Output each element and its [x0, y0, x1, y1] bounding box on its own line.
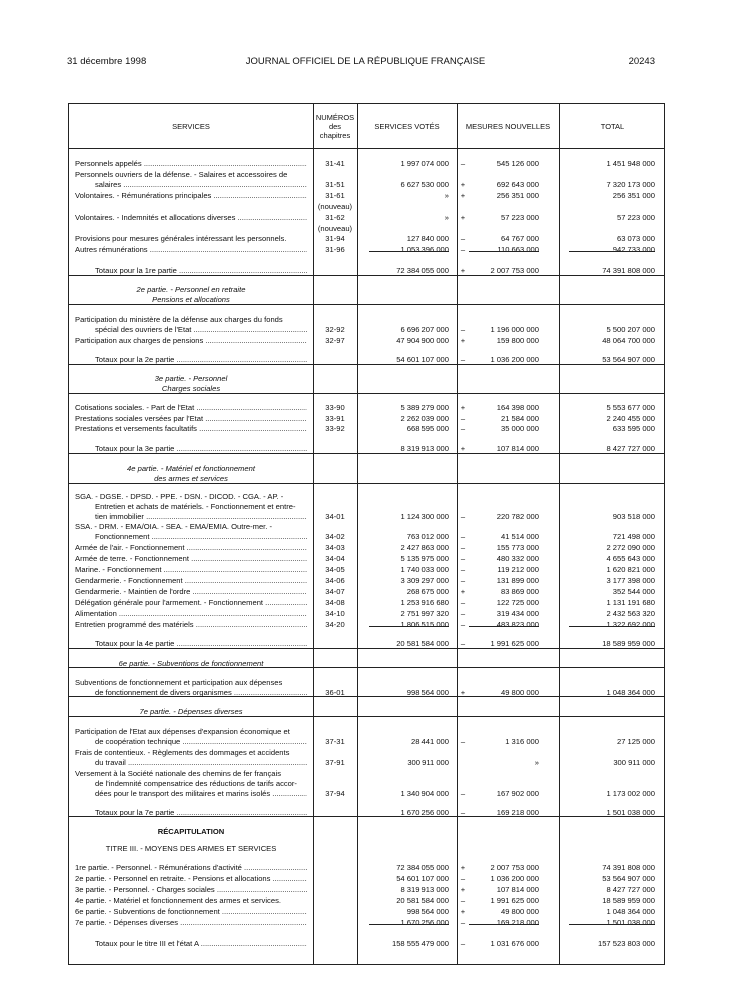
services-votes-value: 72 384 055 000 — [396, 863, 449, 872]
section-rule — [69, 648, 664, 649]
table-row — [69, 531, 664, 542]
row-label: Participation aux charges de pensions ..... — [75, 335, 307, 346]
row-label: Entretien et achats de matériels. - Fonctionnement et entre- — [95, 502, 296, 511]
sign: + — [460, 403, 466, 412]
chapter-number: 34-10 — [325, 609, 345, 618]
row-label: Totaux pour la 4e partie ..... — [95, 638, 307, 649]
chapter-number: 34-01 — [325, 512, 345, 521]
mesures-nouvelles-value: 480 332 000 — [496, 554, 539, 563]
services-votes-value: 158 555 479 000 — [391, 939, 449, 948]
row-label: 6e partie. - Subventions de fonctionnement ..... — [75, 906, 307, 917]
mesures-nouvelles-value: 41 514 000 — [500, 532, 539, 541]
total-value: 633 595 000 — [612, 424, 655, 433]
chapter-number: 34-08 — [325, 598, 345, 607]
services-votes-value: 6 696 207 000 — [400, 325, 449, 334]
table-row — [69, 619, 664, 630]
sign: – — [460, 620, 466, 629]
services-votes-value: 127 840 000 — [406, 234, 449, 243]
mesures-nouvelles-value: 35 000 000 — [500, 424, 539, 433]
total-value: 4 655 643 000 — [606, 554, 655, 563]
total-value: 5 500 207 000 — [606, 325, 655, 334]
section-rule — [69, 667, 664, 668]
total-value: 300 911 000 — [613, 758, 655, 767]
table-row — [69, 179, 664, 190]
services-votes-value: 1 670 256 000 — [400, 918, 449, 927]
header-rule — [69, 148, 664, 149]
total-value: 18 589 959 000 — [602, 896, 655, 905]
table-row — [69, 423, 664, 434]
header-date: 31 décembre 1998 — [67, 56, 147, 67]
total-value: 1 048 364 000 — [606, 907, 655, 916]
services-votes-value: 20 581 584 000 — [396, 896, 449, 905]
column-header-total: TOTAL — [600, 121, 625, 131]
mesures-nouvelles-value: 319 434 000 — [496, 609, 539, 618]
chapter-number: 34-02 — [325, 532, 345, 541]
total-value: 2 432 563 320 — [606, 609, 655, 618]
table-row — [69, 597, 664, 608]
mesures-nouvelles-value: 256 351 000 — [496, 191, 539, 200]
row-label: Totaux pour la 1re partie ..... — [95, 265, 307, 276]
subtotal-rule — [569, 251, 655, 252]
chapter-number: 31-61 — [325, 191, 345, 200]
section-rule — [69, 453, 664, 454]
services-votes-value: 1 253 916 680 — [400, 598, 449, 607]
column-header-services: SERVICES — [172, 121, 210, 131]
row-label: tien immobilier ..... — [95, 511, 307, 522]
row-label: Participation du ministère de la défense aux charges du fonds — [75, 315, 283, 324]
services-votes-value: 2 427 863 000 — [400, 543, 449, 552]
table-row — [69, 212, 664, 223]
chapter-number: 36-01 — [325, 688, 345, 697]
mesures-nouvelles-value: 21 584 000 — [500, 414, 539, 423]
chapter-number: 32-97 — [325, 336, 345, 345]
row-label: Autres rémunérations ..... — [75, 244, 307, 255]
services-votes-value: 28 441 000 — [410, 737, 449, 746]
sign: + — [460, 191, 466, 200]
services-votes-value: 300 911 000 — [407, 758, 449, 767]
total-value: 2 240 455 000 — [606, 414, 655, 423]
chapter-number: 34-20 — [325, 620, 345, 629]
table-row — [69, 788, 664, 799]
section-rule — [69, 816, 664, 817]
chapter-number: 37-31 — [325, 737, 345, 746]
chapter-number: 31-62 — [325, 213, 345, 222]
table-row — [69, 862, 664, 873]
services-votes-value: 1 124 300 000 — [400, 512, 449, 521]
sign: + — [460, 863, 466, 872]
chapter-number: 37-91 — [325, 758, 345, 767]
sign: – — [460, 808, 466, 817]
mesures-nouvelles-value: 1 031 676 000 — [490, 939, 539, 948]
total-value: 352 544 000 — [612, 587, 655, 596]
sign: – — [460, 325, 466, 334]
row-label: Volontaires. - Rémunérations principales ..... — [75, 190, 307, 201]
mesures-nouvelles-value: 131 899 000 — [496, 576, 539, 585]
subtotal-rule — [369, 924, 449, 925]
total-value: 7 320 173 000 — [606, 180, 655, 189]
mesures-nouvelles-value: 57 223 000 — [500, 213, 539, 222]
subtotal-rule — [569, 626, 655, 627]
header-journal-title: JOURNAL OFFICIEL DE LA RÉPUBLIQUE FRANÇAISE — [245, 56, 486, 67]
row-label: 4e partie. - Matériel et fonctionnement — [127, 464, 255, 473]
total-row — [69, 938, 664, 949]
mesures-nouvelles-value: 167 902 000 — [496, 789, 539, 798]
sign: + — [460, 688, 466, 697]
row-label: Fonctionnement ..... — [95, 531, 307, 542]
row-label: Alimentation ..... — [75, 608, 307, 619]
section-rule — [69, 696, 664, 697]
table-row — [69, 906, 664, 917]
mesures-nouvelles-value: 1 316 000 — [505, 737, 539, 746]
services-votes-value: 2 262 039 000 — [400, 414, 449, 423]
column-header-services-votes: SERVICES VOTÉS — [374, 121, 440, 131]
row-label: Gendarmerie. - Fonctionnement ..... — [75, 575, 307, 586]
mesures-nouvelles-value: » — [534, 758, 539, 767]
row-label: SSA. - DRM. - EMA/OIA. - SEA. - EMA/EMIA. Outre-mer. - — [75, 522, 273, 531]
table-row — [69, 542, 664, 553]
total-value: 721 498 000 — [612, 532, 655, 541]
services-votes-value: 1 053 396 000 — [400, 245, 449, 254]
subtotal-rule — [569, 924, 655, 925]
sign: + — [460, 213, 466, 222]
row-label: spécial des ouvriers de l'Etat ..... — [95, 324, 307, 335]
sign: + — [460, 587, 466, 596]
sign: – — [460, 939, 466, 948]
row-label: Frais de contentieux. - Règlements des dommages et accidents — [75, 748, 290, 757]
total-value: 1 173 002 000 — [606, 789, 655, 798]
total-value: 8 427 727 000 — [606, 885, 655, 894]
row-label: Armée de terre. - Fonctionnement ..... — [75, 553, 307, 564]
mesures-nouvelles-value: 1 991 625 000 — [490, 639, 539, 648]
row-label: Totaux pour la 7e partie ..... — [95, 807, 307, 818]
mesures-nouvelles-value: 2 007 753 000 — [490, 863, 539, 872]
services-votes-value: 998 564 000 — [406, 907, 449, 916]
row-label: du travail ..... — [95, 757, 307, 768]
total-value: 903 518 000 — [612, 512, 655, 521]
section-rule — [69, 483, 664, 484]
mesures-nouvelles-value: 169 218 000 — [496, 808, 539, 817]
sign: + — [460, 885, 466, 894]
subtotal-rule — [369, 251, 449, 252]
row-label: de coopération technique ..... — [95, 736, 307, 747]
row-label: TITRE III. - MOYENS DES ARMES ET SERVICES — [105, 844, 277, 853]
total-value: 1 501 038 000 — [606, 918, 655, 927]
row-label: Totaux pour la 3e partie ..... — [95, 443, 307, 454]
table-row — [69, 190, 664, 201]
section-rule — [69, 393, 664, 394]
total-value: 1 048 364 000 — [606, 688, 655, 697]
services-votes-value: 5 135 975 000 — [400, 554, 449, 563]
row-label: Entretien programmé des matériels ..... — [75, 619, 307, 630]
sign: – — [460, 576, 466, 585]
row-label: RÉCAPITULATION — [157, 827, 225, 836]
total-value: 48 064 700 000 — [602, 336, 655, 345]
table-row — [69, 158, 664, 169]
table-row — [69, 201, 664, 212]
chapter-number: 34-04 — [325, 554, 345, 563]
services-votes-value: » — [444, 191, 449, 200]
mesures-nouvelles-value: 110 663 000 — [497, 245, 539, 254]
sign: – — [460, 639, 466, 648]
table-row — [69, 895, 664, 906]
mesures-nouvelles-value: 1 991 625 000 — [490, 896, 539, 905]
sign: – — [460, 414, 466, 423]
chapter-number: 34-07 — [325, 587, 345, 596]
sign: + — [460, 444, 466, 453]
mesures-nouvelles-value: 155 773 000 — [496, 543, 539, 552]
chapter-number: 31-51 — [325, 180, 345, 189]
total-value: 1 322 692 000 — [606, 620, 655, 629]
mesures-nouvelles-value: 1 036 200 000 — [490, 355, 539, 364]
total-value: 1 501 038 000 — [606, 808, 655, 817]
mesures-nouvelles-value: 1 196 000 000 — [490, 325, 539, 334]
chapter-number: 34-03 — [325, 543, 345, 552]
table-row — [69, 324, 664, 335]
mesures-nouvelles-value: 122 725 000 — [496, 598, 539, 607]
subtotal-rule — [469, 924, 539, 925]
total-value: 57 223 000 — [616, 213, 655, 222]
row-label: 7e partie. - Dépenses diverses — [139, 707, 243, 716]
budget-table — [68, 103, 665, 965]
chapter-number: 34-05 — [325, 565, 345, 574]
row-label: Provisions pour mesures générales intéressant les personnels. — [75, 234, 287, 243]
table-row — [69, 402, 664, 413]
chapter-number: 31-96 — [325, 245, 345, 254]
services-votes-value: 268 675 000 — [406, 587, 449, 596]
services-votes-value: 1 806 515 000 — [400, 620, 449, 629]
total-value: 157 523 803 000 — [597, 939, 655, 948]
total-value: 5 553 677 000 — [606, 403, 655, 412]
mesures-nouvelles-value: 545 126 000 — [496, 159, 539, 168]
services-votes-value: 54 601 107 000 — [396, 355, 449, 364]
services-votes-value: 20 581 584 000 — [396, 639, 449, 648]
row-label: Personnels appelés ..... — [75, 158, 307, 169]
sign: + — [460, 180, 466, 189]
services-votes-value: 8 319 913 000 — [400, 444, 449, 453]
row-label: Participation de l'Etat aux dépenses d'expansion économique et — [75, 727, 290, 736]
services-votes-value: 1 740 033 000 — [400, 565, 449, 574]
services-votes-value: 1 340 904 000 — [400, 789, 449, 798]
row-label: Délégation générale pour l'armement. - Fonctionnement ..... — [75, 597, 307, 608]
table-row — [69, 244, 664, 255]
mesures-nouvelles-value: 164 398 000 — [496, 403, 539, 412]
services-votes-value: 6 627 530 000 — [400, 180, 449, 189]
total-value: 942 733 000 — [612, 245, 655, 254]
chapter-number: 33-91 — [325, 414, 345, 423]
row-label: SGA. - DGSE. - DPSD. - PPE. - DSN. - DICOD. - CGA. - AP. - — [75, 492, 284, 501]
row-label: Gendarmerie. - Maintien de l'ordre ..... — [75, 586, 307, 597]
table-row — [69, 884, 664, 895]
table-row — [69, 757, 664, 768]
subtotal-rule — [469, 251, 539, 252]
table-row — [69, 233, 664, 244]
sign: + — [460, 907, 466, 916]
row-label: 2e partie. - Personnel en retraite. - Pensions et allocations ..... — [75, 873, 307, 884]
row-label: Prestations sociales versées par l'Etat ..... — [75, 413, 307, 424]
sign: – — [460, 565, 466, 574]
row-label: Armée de l'air. - Fonctionnement ..... — [75, 542, 307, 553]
table-row — [69, 564, 664, 575]
total-value: 1 451 948 000 — [606, 159, 655, 168]
sign: – — [460, 245, 466, 254]
total-value: 53 564 907 000 — [602, 355, 655, 364]
chapter-number: 34-06 — [325, 576, 345, 585]
row-label: salaires ..... — [95, 179, 307, 190]
subtotal-rule — [469, 626, 539, 627]
section-rule — [69, 304, 664, 305]
services-votes-value: 5 389 279 000 — [400, 403, 449, 412]
row-label: 6e partie. - Subventions de fonctionnement — [118, 659, 264, 668]
sign: + — [460, 336, 466, 345]
row-label: 1re partie. - Personnel. - Rémunérations d'activité ..... — [75, 862, 307, 873]
row-label: Subventions de fonctionnement et participation aux dépenses — [75, 678, 283, 687]
section-rule — [69, 275, 664, 276]
services-votes-value: 668 595 000 — [406, 424, 449, 433]
table-row — [69, 553, 664, 564]
mesures-nouvelles-value: 83 869 000 — [500, 587, 539, 596]
mesures-nouvelles-value: 169 218 000 — [496, 918, 539, 927]
services-votes-value: 8 319 913 000 — [400, 885, 449, 894]
mesures-nouvelles-value: 483 823 000 — [496, 620, 539, 629]
total-value: 63 073 000 — [616, 234, 655, 243]
chapter-number: (nouveau) — [317, 202, 353, 211]
sign: – — [460, 159, 466, 168]
total-value: 2 272 090 000 — [606, 543, 655, 552]
section-rule — [69, 716, 664, 717]
sign: – — [460, 234, 466, 243]
total-value: 53 564 907 000 — [602, 874, 655, 883]
total-value: 256 351 000 — [612, 191, 655, 200]
row-label: 4e partie. - Matériel et fonctionnement des armes et services. — [75, 896, 281, 905]
column-header-chapitres: NUMÉROS des chapitres — [315, 112, 355, 140]
row-label: Volontaires. - Indemnités et allocations diverses ..... — [75, 212, 307, 223]
row-label: des armes et services — [154, 474, 228, 483]
sign: – — [460, 598, 466, 607]
row-label: Cotisations sociales. - Part de l'Etat ..... — [75, 402, 307, 413]
sign: – — [460, 896, 466, 905]
total-value: 74 391 808 000 — [602, 863, 655, 872]
mesures-nouvelles-value: 159 800 000 — [496, 336, 539, 345]
chapter-number: 31-94 — [325, 234, 345, 243]
mesures-nouvelles-value: 2 007 753 000 — [490, 266, 539, 275]
mesures-nouvelles-value: 692 643 000 — [496, 180, 539, 189]
total-value: 1 620 821 000 — [606, 565, 655, 574]
chapter-number: 37-94 — [325, 789, 345, 798]
chapter-number: (nouveau) — [317, 224, 353, 233]
total-value: 74 391 808 000 — [602, 266, 655, 275]
sign: – — [460, 512, 466, 521]
services-votes-value: 1 997 074 000 — [400, 159, 449, 168]
row-label: 3e partie. - Personnel — [154, 374, 228, 383]
services-votes-value: 47 904 900 000 — [396, 336, 449, 345]
row-label: 7e partie. - Dépenses diverses ..... — [75, 917, 307, 928]
row-label: Versement à la Société nationale des chemins de fer français — [75, 769, 281, 778]
sign: – — [460, 355, 466, 364]
section-heading — [69, 826, 664, 837]
sign: – — [460, 424, 466, 433]
sign: – — [460, 554, 466, 563]
total-value: 3 177 398 000 — [606, 576, 655, 585]
section-rule — [69, 364, 664, 365]
sign: + — [460, 266, 466, 275]
services-votes-value: » — [444, 213, 449, 222]
mesures-nouvelles-value: 64 767 000 — [500, 234, 539, 243]
row-label: Totaux pour la 2e partie ..... — [95, 354, 307, 365]
mesures-nouvelles-value: 220 782 000 — [496, 512, 539, 521]
mesures-nouvelles-value: 49 800 000 — [500, 907, 539, 916]
services-votes-value: 72 384 055 000 — [396, 266, 449, 275]
services-votes-value: 54 601 107 000 — [396, 874, 449, 883]
row-label: Pensions et allocations — [152, 295, 230, 304]
sign: – — [460, 918, 466, 927]
table-row — [69, 586, 664, 597]
total-value: 8 427 727 000 — [606, 444, 655, 453]
row-label: de fonctionnement de divers organismes ..... — [95, 687, 307, 698]
sign: – — [460, 737, 466, 746]
row-label: Charges sociales — [161, 384, 221, 393]
services-votes-value: 3 309 297 000 — [400, 576, 449, 585]
total-value: 27 125 000 — [616, 737, 655, 746]
row-label: Prestations et versements facultatifs ..... — [75, 423, 307, 434]
row-label: de l'indemnité compensatrice des réductions de tarifs accor- — [95, 779, 297, 788]
row-label: Totaux pour le titre III et l'état A ..... — [95, 938, 307, 949]
table-row — [69, 917, 664, 928]
chapter-number: 31-41 — [325, 159, 345, 168]
table-row — [69, 736, 664, 747]
column-header-mesures-nouvelles: MESURES NOUVELLES — [465, 121, 551, 131]
chapter-number: 32-92 — [325, 325, 345, 334]
table-row — [69, 608, 664, 619]
sign: – — [460, 609, 466, 618]
subtotal-rule — [369, 626, 449, 627]
row-label: Marine. - Fonctionnement ..... — [75, 564, 307, 575]
chapter-number: 33-92 — [325, 424, 345, 433]
mesures-nouvelles-value: 1 036 200 000 — [490, 874, 539, 883]
section-heading — [69, 843, 664, 854]
row-label: 2e partie. - Personnel en retraite — [136, 285, 246, 294]
mesures-nouvelles-value: 107 814 000 — [496, 885, 539, 894]
services-votes-value: 1 670 256 000 — [400, 808, 449, 817]
mesures-nouvelles-value: 119 212 000 — [497, 565, 539, 574]
table-row — [69, 575, 664, 586]
chapter-number: 33-90 — [325, 403, 345, 412]
services-votes-value: 763 012 000 — [406, 532, 449, 541]
sign: – — [460, 789, 466, 798]
total-value: 18 589 959 000 — [602, 639, 655, 648]
mesures-nouvelles-value: 49 800 000 — [500, 688, 539, 697]
row-label: Personnels ouvriers de la défense. - Salaires et accessoires de — [75, 170, 288, 179]
services-votes-value: 998 564 000 — [406, 688, 449, 697]
row-label: dées pour le transport des militaires et marins isolés ..... — [95, 788, 307, 799]
sign: – — [460, 532, 466, 541]
sign: – — [460, 543, 466, 552]
services-votes-value: 2 751 997 320 — [400, 609, 449, 618]
mesures-nouvelles-value: 107 814 000 — [496, 444, 539, 453]
table-row — [69, 873, 664, 884]
total-value: 1 131 191 680 — [606, 598, 655, 607]
row-label: 3e partie. - Personnel. - Charges sociales ..... — [75, 884, 307, 895]
table-row — [69, 335, 664, 346]
sign: – — [460, 874, 466, 883]
header-page-number: 20243 — [628, 56, 655, 67]
